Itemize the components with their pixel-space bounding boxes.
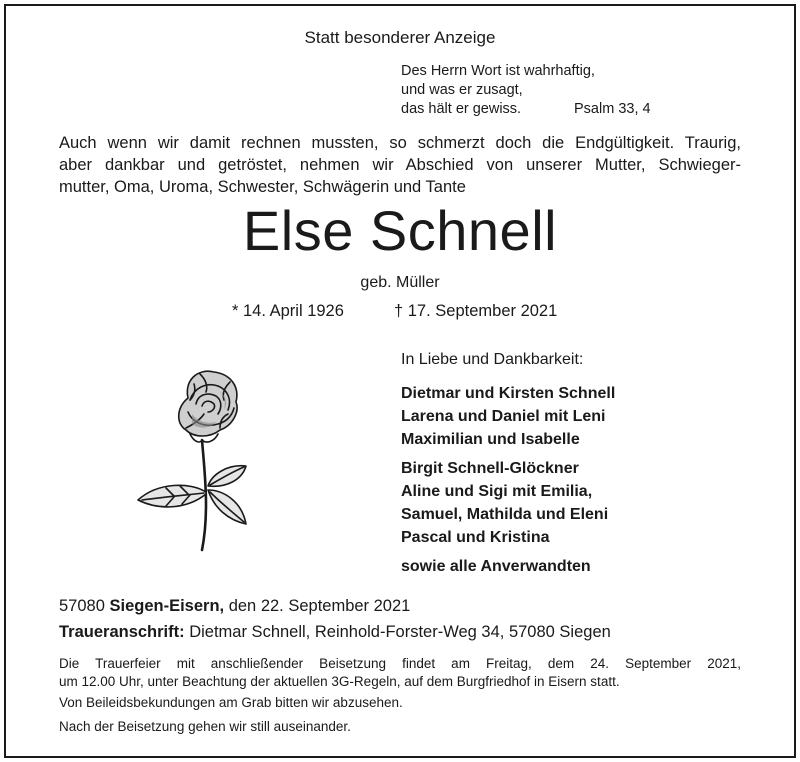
funeral-line: um 12.00 Uhr, unter Beachtung der aktuellen 3G-Regeln, auf dem Burgfriedhof in Eisern statt.: [59, 674, 620, 689]
mourner-group: [401, 457, 615, 549]
mourner-group: [401, 555, 615, 578]
death-date: † 17. September 2021: [394, 302, 558, 320]
maiden-name: geb. Müller: [360, 274, 440, 291]
intro-line: mutter, Oma, Uroma, Schwester, Schwägerin und Tante: [59, 178, 466, 196]
condolence-note: Von Beileidsbekundungen am Grab bitten wir abzusehen.: [59, 695, 403, 710]
place-date-line: [59, 597, 410, 616]
mourner-group: [401, 382, 615, 451]
birth-date: * 14. April 1926: [232, 302, 344, 320]
address-value: Dietmar Schnell, Reinhold-Forster-Weg 34, 57080 Siegen: [189, 623, 611, 641]
mourner-name: Larena und Daniel mit Leni: [401, 408, 606, 425]
notice-border: [4, 4, 796, 758]
rose-icon: [128, 364, 254, 554]
address-label: Traueranschrift:: [59, 623, 185, 641]
psalm-line: das hält er gewiss.: [401, 101, 522, 117]
notice-date: den 22. September 2021: [228, 597, 411, 615]
intro-text: [59, 132, 741, 198]
deceased-name: Else Schnell: [242, 199, 558, 262]
funeral-info: [59, 655, 741, 691]
mourning-address-line: [59, 623, 611, 642]
mourner-name: Pascal und Kristina: [401, 529, 550, 546]
funeral-line: Die Trauerfeier mit anschließender Beisetzung findet am Freitag, dem 24. September 2021,: [59, 656, 741, 671]
header-note: Statt besonderer Anzeige: [304, 28, 496, 47]
psalm-line: Des Herrn Wort ist wahrhaftig,: [401, 63, 595, 79]
mourner-name: Birgit Schnell-Glöckner: [401, 460, 579, 477]
psalm-quote: [401, 62, 651, 119]
intro-line: Auch wenn wir damit rechnen mussten, so schmerzt doch die Endgültigkeit. Traurig,: [59, 134, 741, 152]
intro-line: aber dankbar und getröstet, nehmen wir Abschied von unserer Mutter, Schwieger-: [59, 156, 741, 174]
mourner-name: Maximilian und Isabelle: [401, 431, 580, 448]
psalm-line: und was er zusagt,: [401, 82, 523, 98]
city: Siegen-Eisern,: [109, 597, 225, 615]
after-burial-note: Nach der Beisetzung gehen wir still auseinander.: [59, 719, 351, 734]
mourner-list: [401, 382, 615, 578]
postal-code: 57080: [59, 597, 105, 615]
mourner-name: Samuel, Mathilda und Eleni: [401, 506, 609, 523]
psalm-reference: Psalm 33, 4: [574, 101, 651, 117]
thanks-heading: In Liebe und Dankbarkeit:: [401, 351, 584, 368]
mourner-name: sowie alle Anverwandten: [401, 558, 591, 575]
mourner-name: Aline und Sigi mit Emilia,: [401, 483, 593, 500]
mourner-name: Dietmar und Kirsten Schnell: [401, 385, 616, 402]
